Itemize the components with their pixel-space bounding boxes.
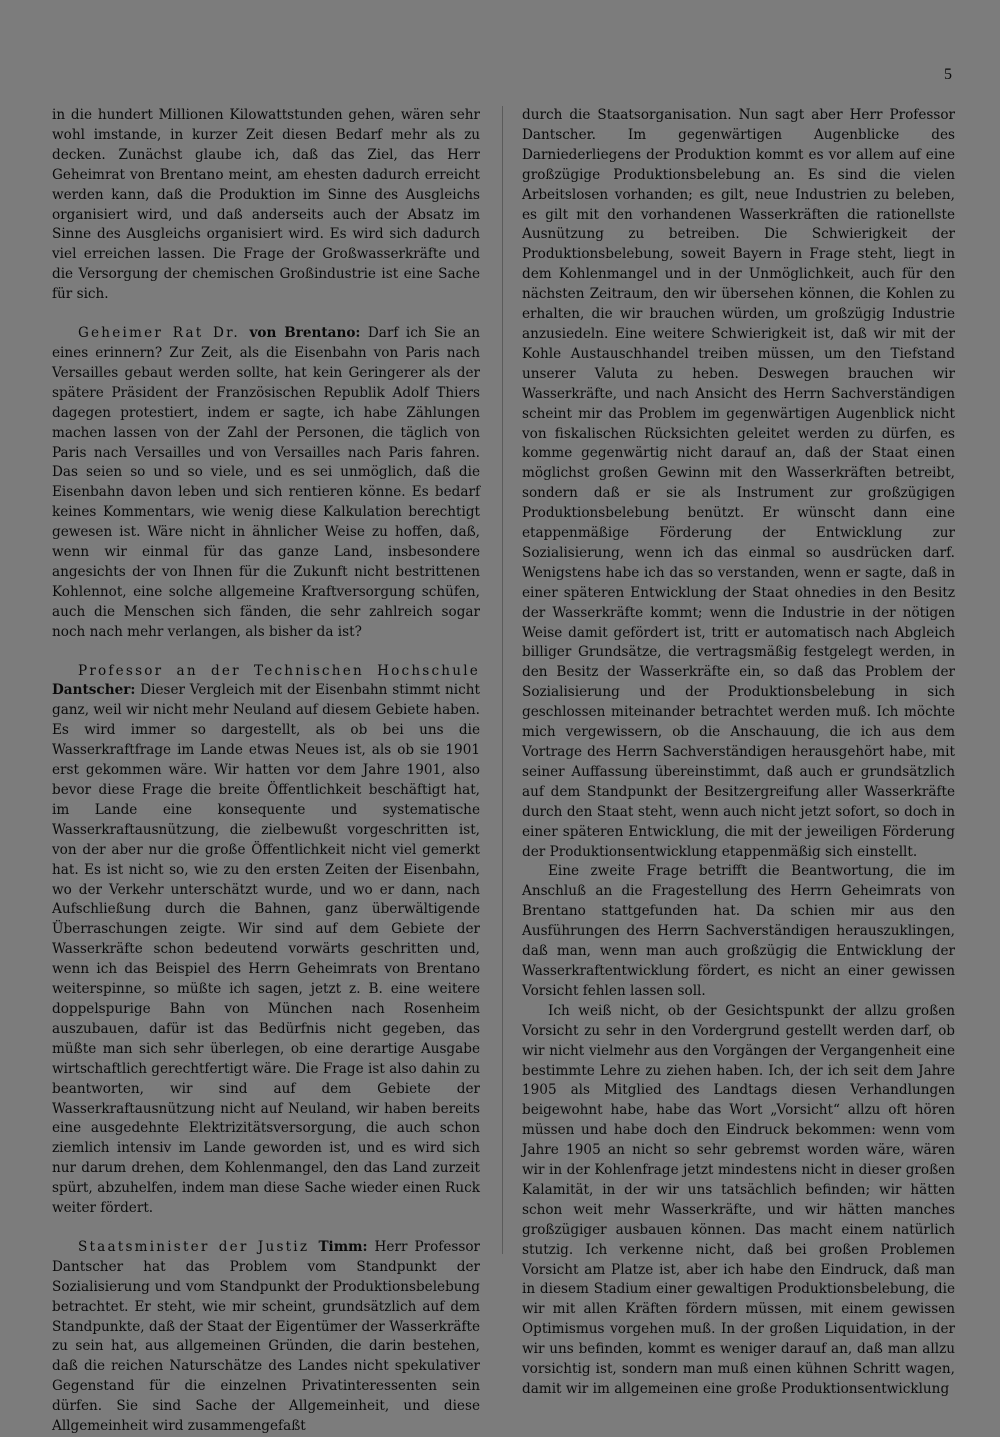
speaker-title: Professor an der Technischen Hochschule <box>78 662 480 679</box>
left-paragraph-1: in die hundert Millionen Kilowattstunden gehen, wären sehr wohl imstande, in kurzer Zeit diesen Bedarf mehr als zu decken. Zunächst glaube ich, daß das Ziel, das Herr Geheimrat von Brentano meint, am ehesten dadurch erreicht werden kann, daß die Produktion im Sinne des Ausgleichs organisiert wird, und daß anderseits auch der Absatz im Sinne des Ausgleichs organisiert wird. Es wird sich dadurch viel erreichen lassen. Die Frage der Großwasserkräfte und die Versorgung der chemischen Großindustrie ist eine Sache für sich. <box>52 107 480 303</box>
page-number: 5 <box>944 66 952 83</box>
speaker-title: Geheimer Rat Dr. <box>78 325 250 342</box>
left-column <box>52 106 480 1437</box>
right-paragraph-1: durch die Staatsorganisation. Nun sagt aber Herr Professor Dantscher. Im gegenwärtigen Augenblicke des Darniederliegens der Produktion kommt es vor allem auf eine großzügige Produktionsbelebung an. Es sind die vielen Arbeitslosen vorhanden; es gilt, neue Industrien zu beleben, es gilt mit den vorhandenen Wasserkräften die rationellste Ausnützung zu betreiben. Die Schwierigkeit der Produktionsbelebung, soweit Bayern in Frage steht, liegt in dem Kohlenmangel und in der Unmöglichkeit, auch für den nächsten Zeitraum, den wir übersehen können, die Kohlen zu erhalten, die wir brauchen würden, um großzügig Industrie anzusiedeln. Eine weitere Schwierigkeit ist, daß wir mit der Kohle Austauschhandel treiben müssen, um den Tiefstand unserer Valuta zu heben. Deswegen brauchen wir Wasserkräfte, und nach Ansicht des Herrn Sachverständigen scheint mir das Problem im gegenwärtigen Augenblick nicht von fiskalischen Rücksichten geleitet werden zu dürfen, es komme gegenwärtig nicht darauf an, daß der Staat einen möglichst großen Gewinn mit den Wasserkräften betreibt, sondern daß er sie als Instrument zur großzügigen Produktionsbelebung benützt. Er wünscht dann eine etappenmäßige Förderung der Entwicklung zur Sozialisierung, wenn ich das einmal so ausdrücken darf. Wenigstens habe ich das so verstanden, wenn er sagte, daß in einer späteren Entwicklung der Staat ohnedies in den Besitz der Wasserkräfte kommt; wenn die Industrie in der nötigen Weise damit gefördert ist, tritt er automatisch nach Abgleich billiger Grundsätze, die vertragsmäßig festgelegt werden, in den Besitz der Wasserkräfte ein, so daß das Problem der Sozialisierung und der Produktionsbelebung in sich geschlossen miteinander betrachtet werden muß. Ich möchte mich vergewissern, ob die Anschauung, die ich aus dem Vortrage des Herrn Sachverständigen herausgehört habe, mit seiner Auffassung übereinstimmt, daß auch er grundsätzlich auf dem Standpunkt der Besitzergreifung aller Wasserkräfte durch den Staat steht, wenn auch nicht jetzt sofort, so doch in einer späteren Entwicklung, die mit der jeweiligen Förderung der Produktionsentwicklung etappenmäßig sich einstellt. <box>522 107 955 860</box>
speech-text: Herr Professor Dantscher hat das Problem vom Standpunkt der Sozialisierung und vom Standpunkt der Produktionsbelebung betrachtet. Er steht, wie mir scheint, grundsätzlich auf dem Standpunkte, daß der Staat der Eigentümer der Wasserkräfte zu sein hat, aus allgemeinen Gründen, die darin bestehen, daß die reichen Naturschätze des Landes nicht spekulativer Gegenstand für die einzelnen Privatinteressenten sein dürfen. Sie sind Sache der Allgemeinheit, und diese Allgemeinheit wird zusammengefaßt <box>52 1238 481 1435</box>
speaker-title: Staatsminister der Justiz <box>78 1238 319 1255</box>
speaker-name: Dantscher: <box>52 682 136 699</box>
column-divider <box>502 106 503 1254</box>
right-paragraph-2: Eine zweite Frage betrifft die Beantwortung, die im Anschluß an die Fragestellung des Herrn Geheimrats von Brentano stattgefunden hat. Da schien mir aus den Ausführungen des Herrn Sachverständigen herauszuklingen, daß man, wenn man auch großzügig die Entwicklung der Wasserkraftentwicklung fördert, es nicht an einer gewissen Vorsicht fehlen lassen soll. <box>522 863 955 999</box>
left-paragraph-3 <box>52 662 480 1219</box>
left-paragraph-4 <box>52 1238 480 1437</box>
speaker-name: Timm: <box>318 1238 368 1255</box>
speech-text: Darf ich Sie an eines erinnern? Zur Zeit, als die Eisenbahn von Paris nach Versailles gebaut werden sollte, hat kein Geringerer als der spätere Präsident der Französischen Republik Adolf Thiers dagegen protestiert, indem er sagte, ich habe Zählungen machen lassen von der Zahl der Personen, die täglich von Paris nach Versailles und von Versailles nach Paris fahren. Das seien so und so viele, und es sei unmöglich, daß die Eisenbahn davon leben und sich rentieren könne. Es bedarf keines Kommentars, wie wenig diese Kalkulation berechtigt gewesen ist. Wäre nicht in ähnlicher Weise zu hoffen, daß, wenn wir einmal für das ganze Land, insbesondere angesichts der von Ihnen für die Zukunft nicht bestrittenen Kohlennot, eine solche allgemeine Kraftversorgung schüfen, auch die Menschen sich fänden, die sehr zahlreich sogar noch nach mehr verlangen, als bisher da ist? <box>52 325 480 640</box>
right-paragraph-3: Ich weiß nicht, ob der Gesichtspunkt der allzu großen Vorsicht zu sehr in den Vordergrund gestellt werden darf, ob wir nicht vielmehr aus den Vorgängen der Vergangenheit eine bestimmte Lehre zu ziehen haben. Ich, der ich seit dem Jahre 1905 als Mitglied des Landtags diesen Verhandlungen beigewohnt habe, habe das Wort „Vorsicht“ allzu oft hören müssen und habe doch den Eindruck bekommen: wenn vom Jahre 1905 an nicht so sehr gebremst worden wäre, wären wir in der Kohlenfrage jetzt mindestens nicht in dieser großen Kalamität, in der wir uns tatsächlich befinden; wir hätten schon weit mehr Wasserkräfte, und wir hätten manches großzügiger ausbauen können. Das macht einem natürlich stutzig. Ich verkenne nicht, daß bei großen Problemen Vorsicht am Platze ist, aber ich habe den Eindruck, daß man in diesem Stadium einer gewaltigen Produktionsbelebung, die wir mit allen Kräften fördern müssen, mit einem gewissen Optimismus vorgehen muß. In der großen Liquidation, in der wir uns befinden, kommt es weniger darauf an, daß man allzu vorsichtig ist, sondern man muß einen kühnen Schritt wagen, damit wir im allgemeinen eine große Produktionsentwicklung <box>522 1002 955 1397</box>
left-paragraph-2 <box>52 324 480 643</box>
speaker-name: von Brentano: <box>249 325 361 342</box>
right-column <box>522 106 955 1400</box>
speech-text: Dieser Vergleich mit der Eisenbahn stimmt nicht ganz, weil wir nicht mehr Neuland auf diesem Gebiete haben. Es wird immer so dargestellt, als ob bei uns die Wasserkraftfrage im Lande etwas Neues ist, als ob sie 1901 erst gekommen wäre. Wir hatten vor dem Jahre 1901, also bevor diese Frage die breite Öffentlichkeit beschäftigt hat, im Lande eine konsequente und systematische Wasserkraftausnützung, die zielbewußt vorgeschritten ist, von der aber nur die große Öffentlichkeit nicht viel gemerkt hat. Es ist nicht so, wie zu den ersten Zeiten der Eisenbahn, wo der Verkehr unterschätzt wurde, und wo er dann, nach Aufschließung durch die Bahnen, ganz überwältigende Überraschungen zeigte. Wir sind auf dem Gebiete der Wasserkräfte schon bedeutend vorwärts geschritten und, wenn ich das Beispiel des Herrn Geheimrats von Brentano weiterspinne, so müßte ich sagen, jetzt z. B. eine weitere doppelspurige Bahn von München nach Rosenheim auszubauen, dafür ist das Bedürfnis nicht gegeben, das müßte man sich sehr überlegen, ob eine derartige Ausgabe wirtschaftlich gerechtfertigt wäre. Die Frage ist also dahin zu beantworten, wir sind auf dem Gebiete der Wasserkraftausnützung nicht auf Neuland, wir haben bereits eine ausgedehnte Elektrizitätsversorgung, die auch schon ziemlich intensiv im Lande geworden ist, und es wird sich nur darum drehen, dem Kohlenmangel, den das Land zurzeit spürt, abzuhelfen, indem man diese Sache wieder einen Ruck weiter fördert. <box>52 682 480 1217</box>
